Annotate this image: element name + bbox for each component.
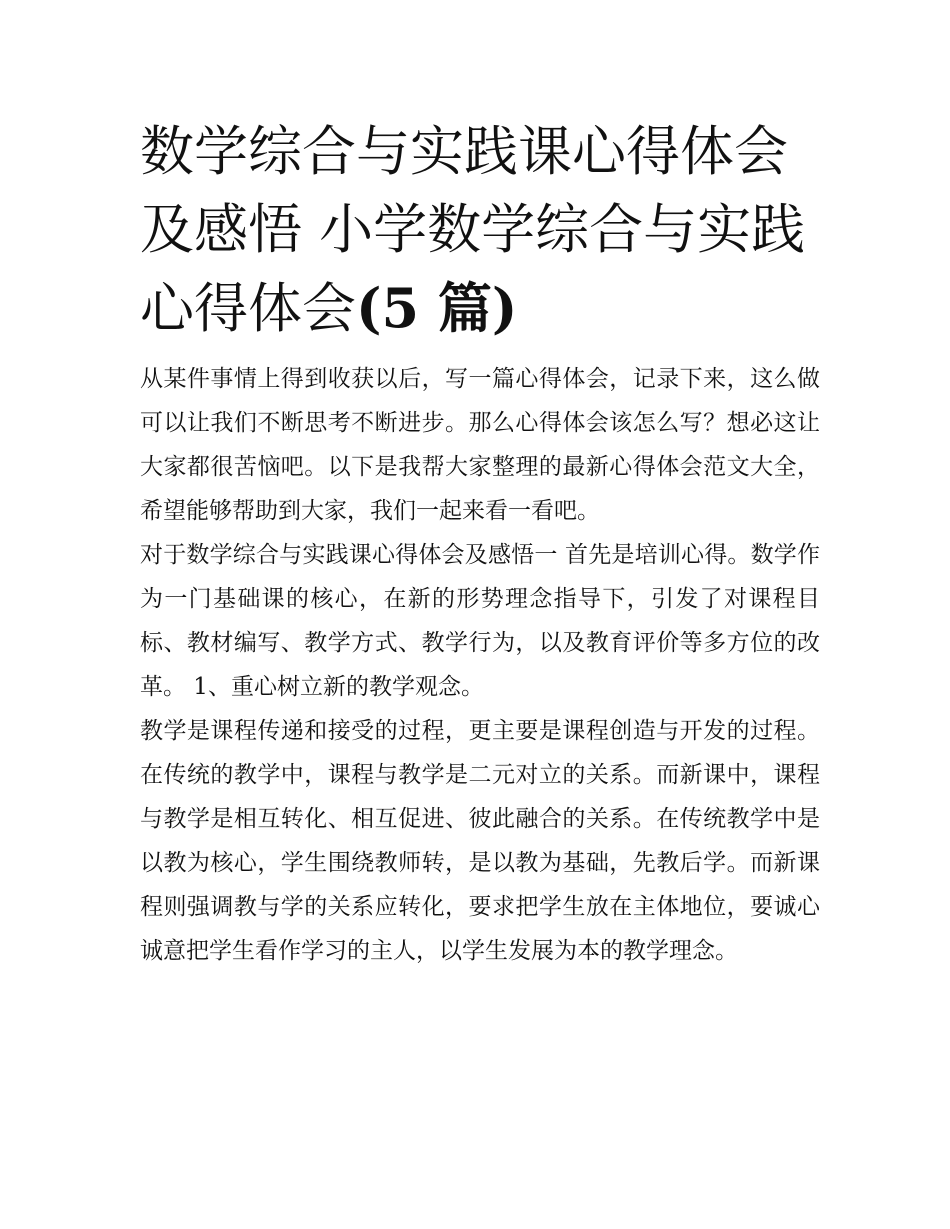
title-suffix-text: (5 篇) xyxy=(356,276,518,340)
title-main-text: 数学综合与实践课心得体会及感悟 小学数学综合与实践心得体会 xyxy=(140,120,806,340)
paragraph-training: 对于数学综合与实践课心得体会及感悟一 首先是培训心得。数学作为一门基础课的核心，在新的形势理念指导下，引发了对课程目标、教材编写、教学方式、教学行为，以及教育评价等多方位的改革。 1、重心树立新的教学观念。 xyxy=(140,542,820,700)
paragraph-teaching: 教学是课程传递和接受的过程，更主要是课程创造与开发的过程。在传统的教学中，课程与教学是二元对立的关系。而新课中，课程与教学是相互转化、相互促进、彼此融合的关系。在传统教学中是以教为核心，学生围绕教师转，是以教为基础，先教后学。而新课程则强调教与学的关系应转化，要求把学生放在主体地位，要诚心诚意把学生看作学习的主人，以学生发展为本的教学理念。 xyxy=(140,718,820,964)
document-body xyxy=(140,357,820,973)
paragraph-intro: 从某件事情上得到收获以后，写一篇心得体会，记录下来，这么做可以让我们不断思考不断进步。那么心得体会该怎么写？想必这让大家都很苦恼吧。以下是我帮大家整理的最新心得体会范文大全，希望能够帮助到大家，我们一起来看一看吧。 xyxy=(140,366,820,524)
document-title xyxy=(140,113,830,348)
